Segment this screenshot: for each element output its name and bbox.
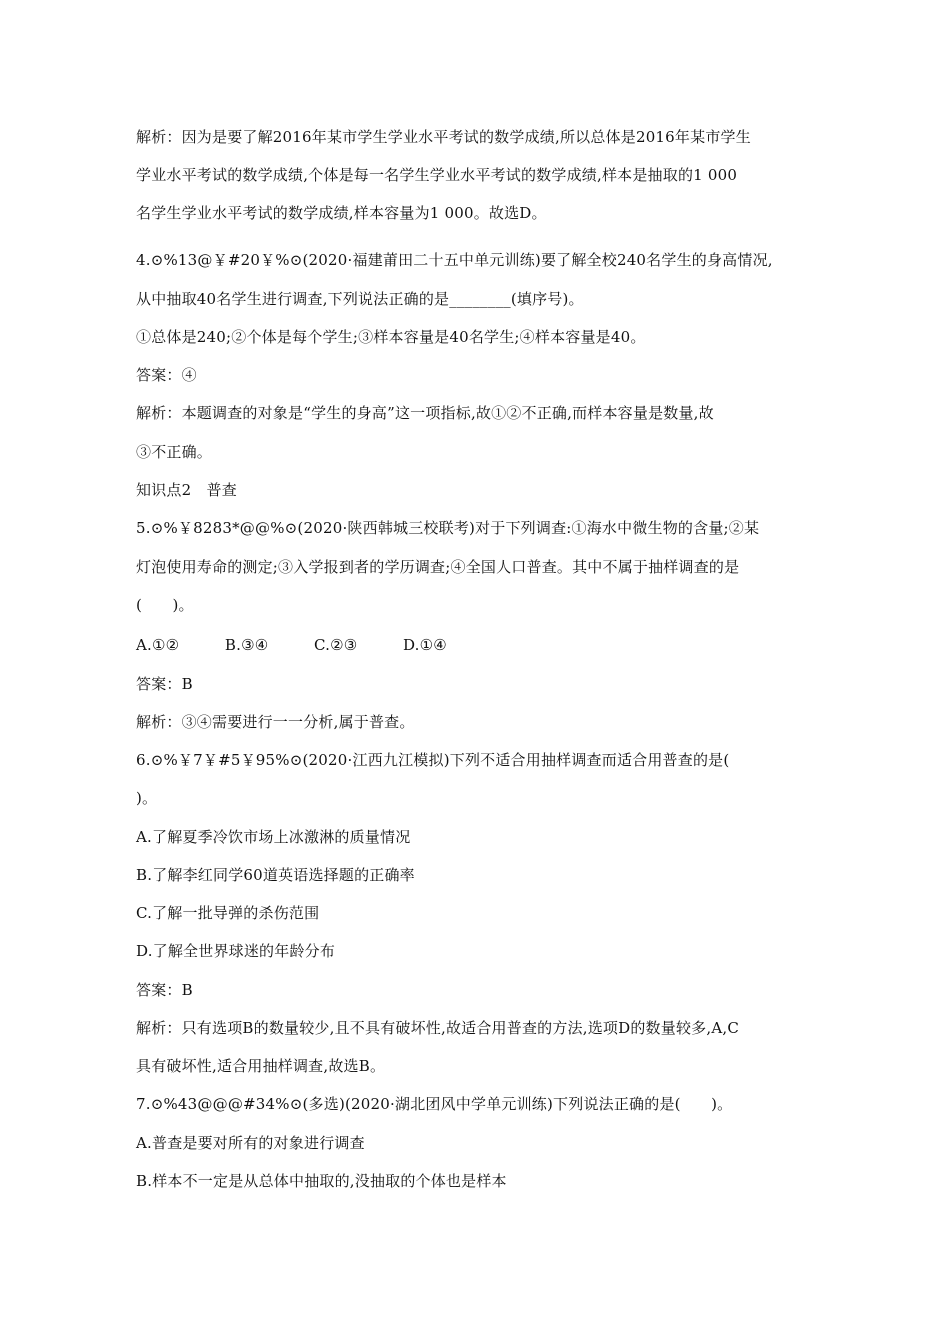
options-line: A.①② B.③④ C.②③ D.①④ <box>136 636 447 654</box>
option-a: A.普查是要对所有的对象进行调查 <box>136 1134 365 1152</box>
option-b: B.了解李红同学60道英语选择题的正确率 <box>136 866 415 884</box>
answer-line: 答案：④ <box>136 366 197 384</box>
text-line: 灯泡使用寿命的测定;③入学报到者的学历调查;④全国人口普查。其中不属于抽样调查的是 <box>136 558 740 576</box>
analysis-line: 解析：只有选项B的数量较少,且不具有破坏性,故适合用普查的方法,选项D的数量较多,A,C <box>136 1019 740 1037</box>
question-6-stem: 6.⊙%￥7￥#5￥95%⊙(2020·江西九江模拟)下列不适合用抽样调查而适合用普查的是( <box>136 751 730 769</box>
text-line: ③不正确。 <box>136 443 213 461</box>
section-heading: 知识点2 普查 <box>136 481 237 499</box>
text-line: ①总体是240;②个体是每个学生;③样本容量是40名学生;④样本容量是40。 <box>136 328 646 346</box>
text-line: 学业水平考试的数学成绩,个体是每一名学生学业水平考试的数学成绩,样本是抽取的1 000 <box>136 166 738 184</box>
text-line: 从中抽取40名学生进行调查,下列说法正确的是________(填序号)。 <box>136 290 584 308</box>
analysis-line: 解析：本题调查的对象是“学生的身高”这一项指标,故①②不正确,而样本容量是数量,故 <box>136 404 714 422</box>
option-b: B.样本不一定是从总体中抽取的,没抽取的个体也是样本 <box>136 1172 507 1190</box>
option-c: C.了解一批导弹的杀伤范围 <box>136 904 320 922</box>
text-line: )。 <box>136 789 158 807</box>
answer-line: 答案：B <box>136 675 193 693</box>
answer-line: 答案：B <box>136 981 193 999</box>
text-line: 具有破坏性,适合用抽样调查,故选B。 <box>136 1057 386 1075</box>
text-line: 名学生学业水平考试的数学成绩,样本容量为1 000。故选D。 <box>136 204 547 222</box>
question-5-stem: 5.⊙%￥8283*@@%⊙(2020·陕西韩城三校联考)对于下列调查:①海水中微生物的含量;②某 <box>136 519 760 537</box>
text-line: 解析：因为是要了解2016年某市学生学业水平考试的数学成绩,所以总体是2016年某市学生 <box>136 128 751 146</box>
question-7-stem: 7.⊙%43@@@#34%⊙(多选)(2020·湖北团风中学单元训练)下列说法正确的是( )。 <box>136 1095 733 1113</box>
question-4-stem: 4.⊙%13@￥#20￥%⊙(2020·福建莆田二十五中单元训练)要了解全校240名学生的身高情况, <box>136 251 773 269</box>
option-a: A.了解夏季冷饮市场上冰激淋的质量情况 <box>136 828 411 846</box>
analysis-line: 解析：③④需要进行一一分析,属于普查。 <box>136 713 415 731</box>
option-d: D.了解全世界球迷的年龄分布 <box>136 942 336 960</box>
text-line: ( )。 <box>136 596 194 614</box>
